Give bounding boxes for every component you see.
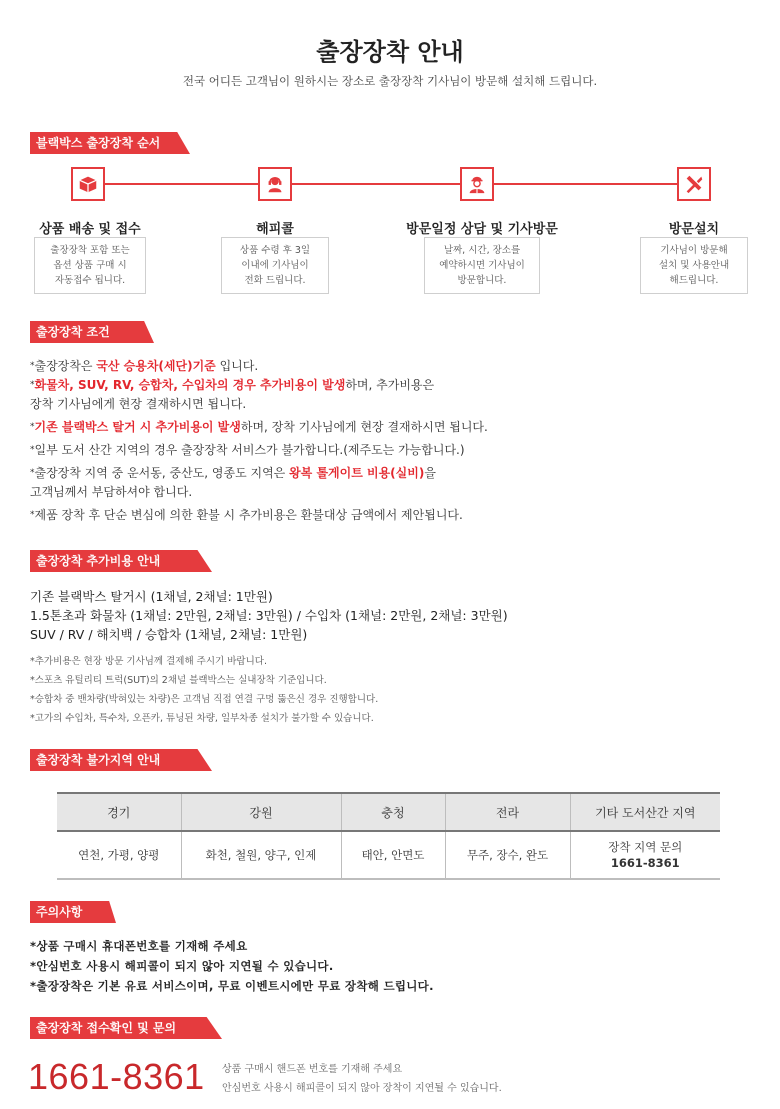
contact-note: 안심번호 사용시 해피콜이 되지 않아 장착이 지연될 수 있습니다.: [222, 1083, 502, 1094]
condition-text: 화물차, SUV, RV, 승합차, 수입차의 경우 추가비용이 발생: [34, 378, 346, 392]
fee-note: *승합차 중 밴차량(박혀있는 차량)은 고객님 직접 연결 구멍 뚫은신 경우 진행합니다.: [30, 694, 379, 705]
box-icon: [71, 167, 105, 201]
fee-note: *추가비용은 현장 방문 기사님께 결제해 주시기 바랍니다.: [30, 656, 267, 667]
region-header: 강원: [181, 793, 341, 831]
step-desc-install: 기사님이 방문해 설치 및 사용안내 해드립니다.: [640, 237, 748, 294]
step-title-visit-schedule: 방문일정 상담 및 기사방문: [406, 222, 558, 237]
condition-item: *출장장착 지역 중 운서동, 중산도, 영종도 지역은 왕복 톨게이트 비용(실비)을: [30, 466, 436, 480]
region-header: 충청: [341, 793, 445, 831]
region-header: 기타 도서산간 지역: [570, 793, 720, 831]
fee-note: *스포츠 유틸리티 트럭(SUT)의 2채널 블랙박스는 실내장착 기준입니다.: [30, 675, 327, 686]
page-subtitle: 전국 어디든 고객님이 원하시는 장소로 출장장착 기사님이 방문해 설치해 드립니다.: [182, 74, 598, 88]
page-title: 출장장착 안내: [316, 38, 464, 66]
condition-item: [30, 395, 488, 414]
section-banner-contact: 출장장착 접수확인 및 문의: [30, 1017, 176, 1039]
condition-item: *기존 블랙박스 탈거 시 추가비용이 발생하며, 장착 기사님에게 현장 결재하시면 됩니다.: [30, 420, 488, 434]
step-desc-visit-schedule: 날짜, 시간, 장소를 예약하시면 기사님이 방문합니다.: [424, 237, 540, 294]
section-banner-process: 블랙박스 출장장착 순서: [30, 132, 160, 154]
condition-text: 기존 블랙박스 탈거 시 추가비용이 발생: [34, 420, 241, 434]
section-banner-fees: 출장장착 추가비용 안내: [30, 550, 160, 572]
condition-item: *제품 장착 후 단순 변심에 의한 환불 시 추가비용은 환불대상 금액에서 제안됩니다.: [30, 508, 463, 522]
condition-text: 왕복 톨게이트 비용(실비): [289, 466, 425, 480]
section-banner-conditions: 출장장착 조건: [30, 321, 110, 343]
condition-text: 일부 도서 산간 지역의 경우 출장장착 서비스가 불가합니다.(제주도는 가능합니다.): [34, 443, 465, 457]
step-desc-happycall: 상품 수령 후 3일 이내에 기사님이 전화 드립니다.: [221, 237, 329, 294]
condition-text: 을: [424, 466, 436, 480]
condition-text: 출장장착은: [34, 359, 97, 373]
conditions-list: [30, 357, 488, 525]
region-cell: 화천, 철원, 양구, 인제: [181, 831, 341, 879]
condition-text: 입니다.: [215, 359, 259, 373]
process-line: [85, 183, 693, 185]
step-title-happycall: 해피콜: [256, 222, 294, 237]
fee-list: [30, 587, 508, 644]
condition-item: *화물차, SUV, RV, 승합차, 수입차의 경우 추가비용이 발생하며, 추가비용은: [30, 378, 435, 392]
caution-item: *출장장착은 기본 유료 서비스이며, 무료 이벤트시에만 무료 장착해 드립니다.: [30, 979, 434, 993]
region-cell: 태안, 안면도: [341, 831, 445, 879]
caution-item: *안심번호 사용시 해피콜이 되지 않아 지연될 수 있습니다.: [30, 959, 334, 973]
region-inquiry-cell: [570, 831, 720, 879]
region-cell: 무주, 장수, 완도: [445, 831, 570, 879]
section-banner-caution: 주의사항: [30, 901, 82, 923]
fee-item: SUV / RV / 해치백 / 승합차 (1채널, 2채널: 1만원): [30, 627, 308, 642]
step-title-install: 방문설치: [668, 222, 720, 237]
condition-text: 장착 기사님에게 현장 결재하시면 됩니다.: [30, 397, 247, 411]
region-inquiry-label: 장착 지역 문의: [608, 840, 683, 854]
fee-notes: [30, 652, 378, 728]
condition-item: [30, 483, 488, 502]
contact-note: 상품 구매시 핸드폰 번호를 기재해 주세요: [222, 1064, 403, 1075]
region-inquiry-phone: 1661-8361: [610, 856, 680, 870]
headset-icon: [258, 167, 292, 201]
contact-notes: [222, 1060, 502, 1098]
caution-item: *상품 구매시 휴대폰번호를 기재해 주세요: [30, 939, 248, 953]
condition-item: *출장장착은 국산 승용차(세단)기준 입니다.: [30, 359, 259, 373]
fee-note: *고가의 수입차, 특수차, 오픈카, 튜닝된 차량, 일부차종 설치가 불가할 수 있습니다.: [30, 713, 374, 724]
region-header: 경기: [57, 793, 181, 831]
unavailable-region-table: [57, 792, 720, 880]
section-banner-regions: 출장장착 불가지역 안내: [30, 749, 160, 771]
condition-text: 제품 장착 후 단순 변심에 의한 환불 시 추가비용은 환불대상 금액에서 제안됩니다.: [34, 508, 463, 522]
step-desc-delivery: 출장장착 포함 또는 옵션 상품 구매 시 자동접수 됩니다.: [34, 237, 146, 294]
caution-list: [30, 936, 434, 996]
technician-icon: [460, 167, 494, 201]
condition-text: 고객님께서 부담하셔야 합니다.: [30, 485, 193, 499]
condition-text: 하며, 추가비용은: [345, 378, 435, 392]
condition-item: *일부 도서 산간 지역의 경우 출장장착 서비스가 불가합니다.(제주도는 가능합니다.): [30, 443, 465, 457]
region-header: 전라: [445, 793, 570, 831]
step-title-delivery: 상품 배송 및 접수: [39, 222, 141, 237]
region-cell: 연천, 가평, 양평: [57, 831, 181, 879]
condition-text: 국산 승용차(세단)기준: [96, 359, 216, 373]
contact-phone-number[interactable]: 1661-8361: [28, 1056, 205, 1097]
fee-item: 기존 블랙박스 탈거시 (1채널, 2채널: 1만원): [30, 589, 273, 604]
condition-text: 출장장착 지역 중 운서동, 중산도, 영종도 지역은: [34, 466, 290, 480]
fee-item: 1.5톤초과 화물차 (1채널: 2만원, 2채널: 3만원) / 수입차 (1채널: 2만원, 2채널: 3만원): [30, 608, 508, 623]
tools-icon: [677, 167, 711, 201]
condition-text: 하며, 장착 기사님에게 현장 결재하시면 됩니다.: [240, 420, 488, 434]
